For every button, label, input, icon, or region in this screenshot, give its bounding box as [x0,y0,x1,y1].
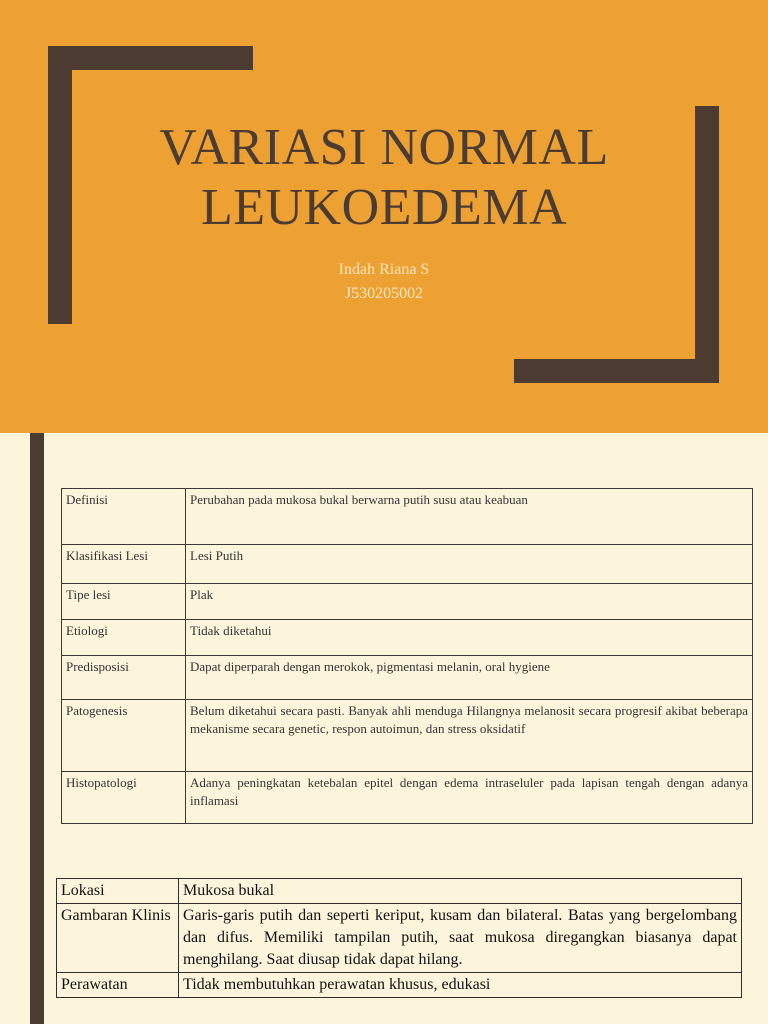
author-id: J530205002 [344,285,424,302]
row-value: Adanya peningkatan ketebalan epitel dengan edema intraseluler pada lapisan tengah dengan adanya inflamasi [186,772,753,824]
table-row [62,656,753,700]
table-row [62,772,753,824]
table-row [57,879,742,904]
table-row [57,973,742,998]
row-label: Klasifikasi Lesi [62,545,186,584]
left-accent-rule [30,433,44,1024]
row-value: Perubahan pada mukosa bukal berwarna putih susu atau keabuan [186,489,753,545]
row-label: Lokasi [57,879,179,904]
title-line-2: LEUKOEDEMA [200,179,568,236]
row-label: Perawatan [57,973,179,998]
author-name: Indah Riana S [338,261,430,278]
row-value: Dapat diperparah dengan merokok, pigmentasi melanin, oral hygiene [186,656,753,700]
slide-title [100,118,668,238]
row-label: Patogenesis [62,700,186,772]
frame-bar-top-left-vertical [48,46,72,324]
table-row [62,545,753,584]
title-slide [0,0,768,433]
info-table-large [56,878,742,998]
row-value: Plak [186,584,753,620]
table-row [62,620,753,656]
row-value: Mukosa bukal [179,879,742,904]
frame-bar-top-left-horizontal [48,46,253,70]
row-label: Tipe lesi [62,584,186,620]
table-row [57,904,742,973]
frame-bar-bottom-right-vertical [695,106,719,383]
frame-bar-bottom-right-horizontal [514,359,719,383]
row-value: Garis-garis putih dan seperti keriput, kusam dan bilateral. Batas yang bergelombang dan difus. Memiliki tampilan putih, saat mukosa diregangkan biasanya dapat menghilang. Saat diusap tidak dapat hilang. [179,904,742,973]
table-row [62,700,753,772]
row-value: Belum diketahui secara pasti. Banyak ahli menduga Hilangnya melanosit secara progresif akibat beberapa mekanisme secara genetic, respon autoimun, dan stress oksidatif [186,700,753,772]
row-label: Histopatologi [62,772,186,824]
row-value: Tidak diketahui [186,620,753,656]
row-value: Lesi Putih [186,545,753,584]
row-label: Predisposisi [62,656,186,700]
row-label: Definisi [62,489,186,545]
row-label: Gambaran Klinis [57,904,179,973]
table-row [62,489,753,545]
row-value: Tidak membutuhkan perawatan khusus, edukasi [179,973,742,998]
title-line-1: VARIASI NORMAL [159,119,609,176]
info-table-small [61,488,753,824]
table-row [62,584,753,620]
row-label: Etiologi [62,620,186,656]
author-block [234,258,534,306]
